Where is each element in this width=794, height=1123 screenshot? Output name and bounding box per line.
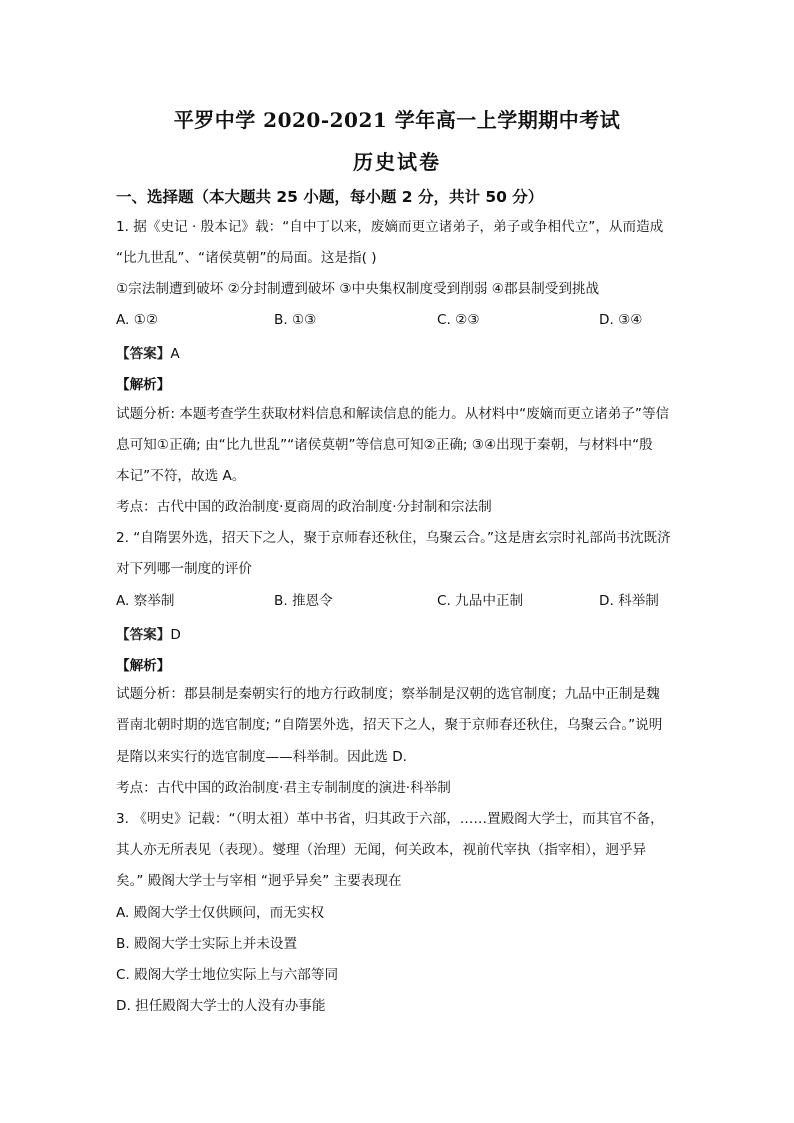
q2-analysis-line-1: 试题分析：郡县制是秦朝实行的地方行政制度；察举制是汉朝的选官制度；九品中正制是魏 [116,686,660,702]
q1-analysis-line-2: 息可知①正确; 由“比九世乱”“诸侯莫朝”等信息可知②正确; ③④出现于秦朝，与材料中“殷 [116,437,653,453]
q3-option-d: D. 担任殿阁大学士的人没有办事能 [116,998,326,1014]
q3-stem-line-1: 3. 《明史》记载：“（明太祖）革中书省，归其政于六部，……置殿阁大学士，而其官不备， [116,811,664,827]
q2-option-c: C. 九品中正制 [437,593,524,609]
q2-analysis-line-2: 晋南北朝时期的选官制度; “自隋罢外选，招天下之人，聚于京师春还秋住，乌聚云合。”说明 [116,717,663,733]
q1-analysis-line-1: 试题分析: 本题考查学生获取材料信息和解读信息的能力。从材料中“废嫡而更立诸弟子”等信 [116,406,670,422]
q1-option-d: D. ③④ [599,312,643,328]
q3-stem-line-3: 矣。” 殿阁大学士与宰相 “迥乎异矣” 主要表现在 [116,873,402,889]
q3-option-a: A. 殿阁大学士仅供顾问，而无实权 [116,905,325,921]
q2-stem-line-1: 2. “自隋罢外选，招天下之人，聚于京师春还秋住，乌聚云合。”这是唐玄宗时礼部尚书沈既济 [116,530,671,546]
q2-stem-line-2: 对下列哪一制度的评价 [116,561,252,577]
q2-answer-value: D [170,627,181,643]
q2-option-a: A. 察举制 [116,593,175,609]
q2-option-d: D. 科举制 [599,593,659,609]
q1-stem-line-3: ①宗法制遭到破坏 ②分封制遭到破坏 ③中央集权制度受到削弱 ④郡县制受到挑战 [116,281,600,297]
q3-option-b: B. 殿阁大学士实际上并未设置 [116,936,298,952]
section-heading: 一、选择题（本大题共 25 小题，每小题 2 分，共计 50 分） [116,188,544,206]
q1-analysis-line-3: 本记”不符，故选 A。 [116,468,246,484]
q2-answer [116,623,181,643]
q3-option-c: C. 殿阁大学士地位实际上与六部等同 [116,967,339,983]
q2-analysis-label: 【解析】 [116,658,171,674]
q2-option-b: B. 推恩令 [274,593,333,609]
exam-subtitle: 历史试卷 [353,150,441,174]
q1-analysis-label: 【解析】 [116,377,171,393]
q1-answer [116,342,180,362]
exam-title: 平罗中学 2020-2021 学年高一上学期期中考试 [173,108,621,132]
q2-point: 考点：古代中国的政治制度·君主专制制度的演进·科举制 [116,780,451,796]
q1-option-b: B. ①③ [274,312,317,328]
q1-answer-value: A [170,346,180,362]
q1-stem-line-2: “比九世乱”、“诸侯莫朝”的局面。这是指( ) [116,250,377,266]
q1-option-a: A. ①② [116,312,159,328]
q3-stem-line-2: 其人亦无所表见（表现）。燮理（治理）无闻，何关政本，视前代宰执（指宰相），迥乎异 [116,842,647,858]
q1-option-c: C. ②③ [437,312,480,328]
q2-analysis-line-3: 是隋以来实行的选官制度——科举制。因此选 D. [116,749,407,765]
q1-point: 考点：古代中国的政治制度·夏商周的政治制度·分封制和宗法制 [116,499,492,515]
answer-label: 【答案】 [116,627,171,643]
answer-label: 【答案】 [116,346,171,362]
q1-stem-line-1: 1. 据《史记 · 殷本记》载：“自中丁以来，废嫡而更立诸弟子，弟子或争相代立”，从而造成 [116,219,664,235]
